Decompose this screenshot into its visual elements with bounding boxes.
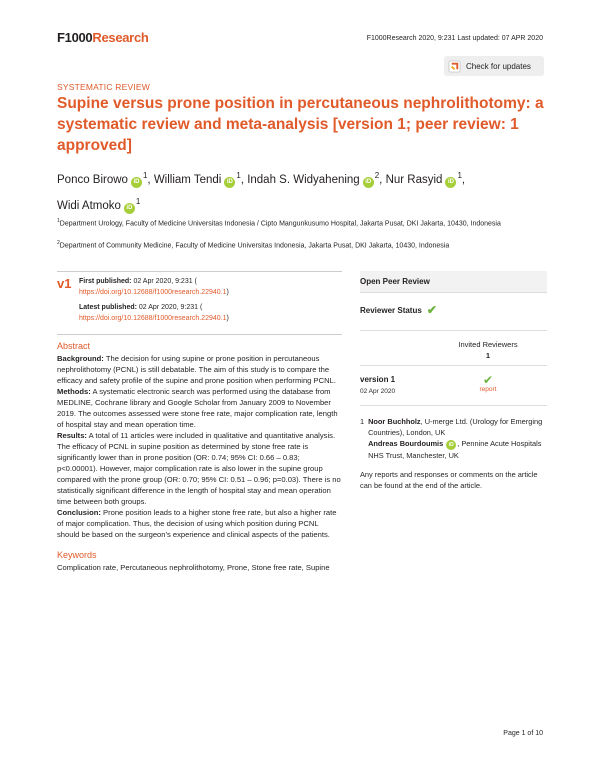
- orcid-icon[interactable]: iD: [224, 177, 235, 188]
- left-column: [57, 271, 342, 573]
- first-published-doi-link[interactable]: https://doi.org/10.12688/f1000research.22940.1: [79, 289, 227, 296]
- first-published: First published: 02 Apr 2020, 9:231 ( https://doi.org/10.12688/f1000research.22940.1): [79, 278, 229, 296]
- reviewer-table: [360, 330, 547, 406]
- abstract-methods: Methods: A systematic electronic search was performed using the database from MEDLINE, Cochrane library and Google Scholar from January 2009 to November 2019. The outcomes assessed were stone free rate, major complication rate, length of hospital stay and mean operation time.: [57, 387, 338, 429]
- abstract-results: Results: A total of 11 articles were included in qualitative and quantitative analysis. The efficacy of PCNL in supine position as determined by stone free rate is significantly lower than in prone position (OR: 0.74; 95% CI: 0.66 – 0.83; p<0.00001). However, major complication rate is also lower in the supine group compared with the prone group (OR: 0.70; 95% CI: 0.51 – 0.96; p=0.03). There is no statistically significant difference in the length of hospital stay and mean operation time between both groups.: [57, 431, 341, 506]
- article-type: SYSTEMATIC REVIEW: [57, 82, 150, 92]
- keywords-heading: Keywords: [57, 550, 97, 560]
- version-row: [360, 366, 547, 406]
- invited-reviewers-header: Invited Reviewers 1: [458, 340, 518, 360]
- author-name[interactable]: Widi Atmoko: [57, 199, 121, 212]
- reviewer-name: Noor Buchholz: [368, 417, 421, 426]
- page-number: Page 1 of 10: [503, 730, 543, 737]
- report-link[interactable]: report: [479, 386, 497, 393]
- f1000-logo: F1000Research: [57, 30, 149, 45]
- orcid-icon[interactable]: iD: [124, 203, 135, 214]
- check-updates-label: Check for updates: [466, 61, 531, 71]
- author-affil-sup: 1: [457, 171, 462, 180]
- reviewer-status: Reviewer Status ✔: [360, 303, 437, 317]
- orcid-icon[interactable]: iD: [446, 440, 456, 450]
- author-name[interactable]: Nur Rasyid: [385, 173, 443, 186]
- author-affil-sup: 1: [142, 171, 148, 180]
- latest-published: Latest published: 02 Apr 2020, 9:231 ( https://doi.org/10.12688/f1000research.22940.1): [79, 304, 229, 322]
- reviewer-list: 1 Noor Buchholz, U-merge Ltd. (Urology for Emerging Countries), London, UK Andreas Bourdoumis iD , Pennine Acute Hospitals NHS Trust, Manchester, UK: [360, 417, 543, 460]
- abstract-heading: Abstract: [57, 341, 91, 351]
- abstract-conclusion: Conclusion: Prone position leads to a higher stone free rate, but also a higher rate of major complication. Thus, the decision of using which position during PCNL should be based on the surgeon's experience and clinical aspects of the patients.: [57, 508, 337, 539]
- reports-note: Any reports and responses or comments on the article can be found at the end of the article.: [360, 470, 538, 490]
- orcid-icon[interactable]: iD: [363, 177, 374, 188]
- abstract-body: [57, 353, 342, 540]
- author-name[interactable]: Indah S. Widyahening: [247, 173, 360, 186]
- header-meta: F1000Research 2020, 9:231 Last updated: 07 APR 2020: [366, 35, 543, 42]
- affiliation-2: $^2$Department of Community Medicine, Faculty of Medicine Universitas Indonesia, Jakarta Pusat, DKI Jakarta, 10430, Indonesia: [57, 240, 450, 250]
- check-updates-icon: [448, 60, 461, 73]
- author-affil-sup: 2: [374, 171, 380, 180]
- reviewer-name: Andreas Bourdoumis: [368, 439, 444, 448]
- version-info: [57, 271, 342, 335]
- version-label: v1: [57, 276, 72, 291]
- latest-published-doi-link[interactable]: https://doi.org/10.12688/f1000research.22940.1: [79, 315, 227, 322]
- author-affil-sup: 1: [135, 196, 141, 206]
- approved-check-icon: ✔: [426, 303, 437, 317]
- affiliation-1: $^1$Department Urology, Faculty of Medicine Universitas Indonesia / Cipto Mangunkusumo Hospital, Jakarta Pusat, DKI Jakarta, 10430, Indonesia: [57, 218, 501, 228]
- approved-tick-icon: ✔: [482, 373, 494, 387]
- keywords-text: Complication rate, Percutaneous nephrolithotomy, Prone, Stone free rate, Supine: [57, 563, 330, 572]
- article-title: Supine versus prone position in percutaneous nephrolithotomy: a systematic review and meta-analysis [version 1; peer review: 1 approved]: [57, 95, 544, 154]
- author-name[interactable]: William Tendi: [153, 173, 222, 186]
- peer-review-panel: [360, 271, 547, 491]
- orcid-icon[interactable]: iD: [131, 177, 142, 188]
- abstract-background: Background: The decision for using supine or prone position in percutaneous nephrolithotomy (PCNL) is still debatable. The aim of this study is to compare the efficacy and safety profile of the supine and prone position when performing PCNL.: [57, 354, 336, 385]
- report-cell[interactable]: [448, 374, 528, 397]
- publication-dates: [77, 276, 229, 328]
- author-list: Ponco Birowo $iD^1$, William Tendi $iD^1$, Indah S. Widyahening $iD^2$, Nur Rasyid $iD^1$, Widi Atmoko $iD^1$: [57, 171, 466, 212]
- orcid-icon[interactable]: iD: [445, 177, 456, 188]
- author-affil-sup: 1: [236, 171, 241, 180]
- version-cell: version 1 02 Apr 2020: [360, 375, 396, 395]
- reviewer-table-header: [360, 331, 547, 366]
- check-for-updates-button[interactable]: [444, 56, 544, 76]
- open-peer-review-heading: Open Peer Review: [360, 271, 547, 293]
- author-name[interactable]: Ponco Birowo: [57, 173, 128, 186]
